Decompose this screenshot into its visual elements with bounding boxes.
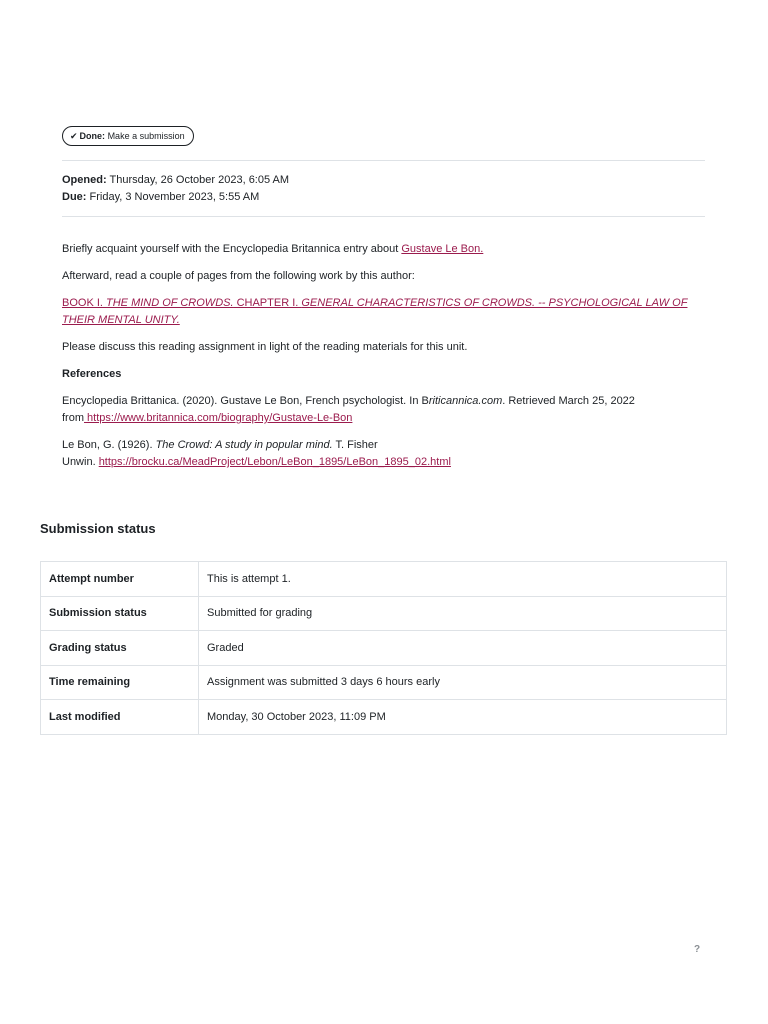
opened-label: Opened: [62, 174, 107, 186]
help-button[interactable]: ? [694, 944, 701, 955]
book-part-3: CHAPTER I. [233, 297, 302, 309]
ref2-italic: The Crowd: A study in popular mind. [155, 439, 333, 451]
done-text: Make a submission [107, 131, 185, 141]
book-part-2: THE MIND OF CROWDS. [106, 297, 234, 309]
book-part-1: BOOK I. [62, 297, 107, 309]
submission-status-table [40, 561, 727, 735]
row-label: Last modified [41, 700, 199, 735]
row-label: Submission status [41, 596, 199, 631]
book-part-4: GENERAL CHARACTERISTICS OF CROWDS. -- PSYCHOLOGICAL LAW OF THEIR MENTAL UNITY. [62, 297, 688, 326]
due-date [62, 189, 289, 206]
row-label: Time remaining [41, 665, 199, 700]
row-value: Monday, 30 October 2023, 11:09 PM [199, 700, 727, 735]
row-label: Grading status [41, 631, 199, 666]
book-chapter-link[interactable] [62, 297, 687, 326]
table-row [41, 665, 727, 700]
book-paragraph [62, 295, 710, 329]
opened-value: Thursday, 26 October 2023, 6:05 AM [109, 174, 290, 186]
done-label: Done: [79, 131, 106, 141]
table-row [41, 596, 727, 631]
reference-1 [62, 393, 710, 427]
table-row [41, 631, 727, 666]
check-icon: ✔ [70, 131, 78, 141]
references-heading: References [62, 368, 122, 380]
table-row [41, 700, 727, 735]
ref1-text: Encyclopedia Brittanica. (2020). Gustave Le Bon, French psychologist. In B [62, 395, 429, 407]
completion-badge [62, 126, 194, 146]
ref1-italic: riticannica.com [428, 395, 503, 407]
activity-dates [62, 172, 289, 206]
reference-2 [62, 437, 710, 471]
ref2-text: Le Bon, G. (1926). [62, 439, 156, 451]
intro-paragraph-1 [62, 241, 710, 258]
britannica-link[interactable]: https://www.britannica.com/biography/Gustave-Le-Bon [84, 412, 353, 424]
table-row [41, 562, 727, 597]
row-label: Attempt number [41, 562, 199, 597]
due-value: Friday, 3 November 2023, 5:55 AM [89, 191, 260, 203]
row-value: Graded [199, 631, 727, 666]
row-value: Submitted for grading [199, 596, 727, 631]
ref2-text2: T. Fisher [332, 439, 378, 451]
divider-bottom [62, 216, 705, 217]
ref1-from: from [62, 412, 84, 424]
intro-paragraph-4: Please discuss this reading assignment in light of the reading materials for this unit. [62, 341, 468, 353]
divider-top [62, 160, 705, 161]
intro-paragraph-2: Afterward, read a couple of pages from the following work by this author: [62, 270, 415, 282]
due-label: Due: [62, 191, 87, 203]
brocku-link[interactable]: https://brocku.ca/MeadProject/Lebon/LeBon_1895/LeBon_1895_02.html [98, 456, 451, 468]
ref2-text3: Unwin. [62, 456, 99, 468]
ref1-text2: . Retrieved March 25, 2022 [502, 395, 635, 407]
intro-text-1: Briefly acquaint yourself with the Encyclopedia Britannica entry about [62, 243, 402, 255]
submission-status-heading: Submission status [40, 521, 156, 536]
assignment-description [62, 241, 710, 471]
row-value: Assignment was submitted 3 days 6 hours early [199, 665, 727, 700]
opened-date [62, 172, 289, 189]
le-bon-link[interactable]: Gustave Le Bon. [401, 243, 484, 255]
row-value: This is attempt 1. [199, 562, 727, 597]
